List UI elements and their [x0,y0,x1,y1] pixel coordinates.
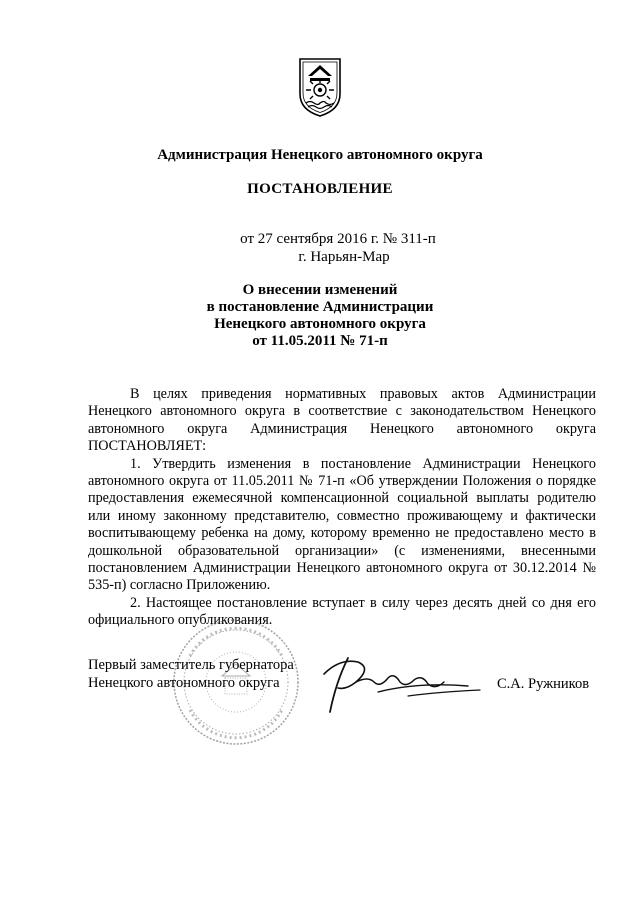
body-paragraph: В целях приведения нормативных правовых актов Администрации Ненецкого автономного округа в соответствие с законодательством Ненецкого автономного округа Администрация Ненецкого автономного округа ПОСТАНОВЛЯЕТ: [88,386,596,455]
body-paragraph: 1. Утвердить изменения в постановление Администрации Ненецкого автономного округа от 11.05.2011 № 71-п «Об утверждении Положения о порядке предоставления ежемесячной компенсационной социальной выплаты родителю или иному законному представителю, совместно проживающему и фактически воспитывающему ребенка на дому, которому временно не предоставлено место в дошкольной образовательной организации» (с изменениями, внесенными постановлением Администрации Ненецкого автономного округа от 30.12.2014 № 535-п) согласно Приложению. [88,455,596,594]
signatory-name: С.А. Ружников [497,676,590,692]
document-type: ПОСТАНОВЛЕНИЕ [247,181,393,197]
title-line: Ненецкого автономного округа [214,316,426,332]
organization-name: Администрация Ненецкого автономного округа [157,147,483,163]
document-title [0,282,640,350]
handwritten-signature [318,652,488,720]
signatory-position [88,657,294,692]
coat-of-arms-icon [297,56,343,118]
signatory-position-line: Первый заместитель губернатора [88,657,294,673]
title-line: в постановление Администрации [206,299,434,315]
title-line: от 11.05.2011 № 71-п [252,333,388,349]
document-body [88,386,596,630]
signatory-position-line: Ненецкого автономного округа [88,674,280,691]
title-line: О внесении изменений [242,282,398,298]
body-paragraph: 2. Настоящее постановление вступает в силу через десять дней со дня его официального опубликования. [88,594,596,629]
document-place: г. Нарьян-Мар [298,249,390,265]
document-date-number: от 27 сентября 2016 г. № 311-п [240,231,436,247]
